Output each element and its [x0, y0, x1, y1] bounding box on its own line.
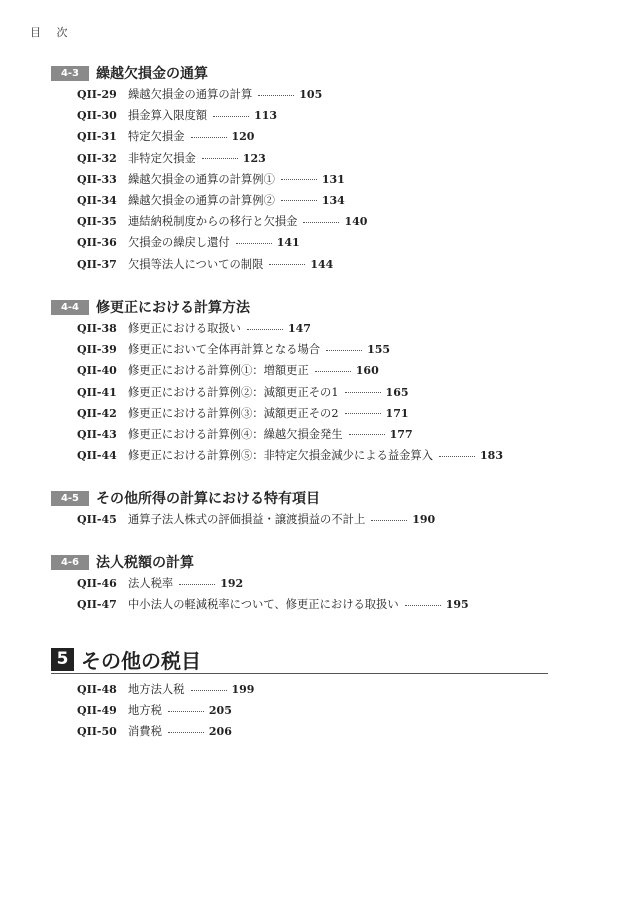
dot-leader [439, 456, 475, 457]
entry-code: QII-48 [77, 683, 117, 696]
section-4-5 [0, 487, 629, 530]
dot-leader [202, 158, 238, 159]
section-4-4 [0, 296, 629, 466]
entry-title: 修更正における計算例⑤：非特定欠損金減少による益金算入 [128, 449, 434, 463]
section-number-badge: 4-3 [51, 66, 89, 81]
toc-entry[interactable] [0, 148, 629, 169]
entry-code: QII-29 [77, 88, 117, 101]
dot-leader [405, 605, 441, 606]
dot-leader [191, 137, 227, 138]
entry-page: 144 [310, 257, 334, 271]
entry-title: 連結納税制度からの移行と欠損金 [128, 215, 298, 229]
section-heading [0, 487, 629, 509]
toc-entry[interactable] [0, 126, 629, 147]
entry-page: 155 [367, 343, 391, 357]
toc-entry[interactable] [0, 403, 629, 424]
entry-code: QII-33 [77, 172, 117, 186]
entry-page: 195 [445, 598, 469, 612]
dot-leader [168, 732, 204, 733]
dot-leader [281, 200, 317, 201]
entry-code: QII-35 [77, 215, 117, 229]
entry-page: 177 [389, 427, 413, 441]
entry-title: 繰越欠損金の通算の計算 [128, 88, 253, 101]
entry-title: 中小法人の軽減税率について、修更正における取扱い [128, 598, 399, 612]
entry-page: 134 [321, 193, 345, 207]
entry-title: 地方税 [128, 704, 162, 718]
entry-list [0, 573, 629, 615]
chapter-number-badge: 5 [51, 648, 74, 671]
entry-code: QII-32 [77, 151, 117, 165]
section-4-6 [0, 551, 629, 615]
entry-title: 消費税 [128, 725, 162, 739]
entry-code: QII-46 [77, 577, 117, 590]
dot-leader [258, 95, 294, 96]
entry-page: 190 [412, 513, 436, 526]
dot-leader [349, 434, 385, 435]
dot-leader [168, 711, 204, 712]
entry-page: 120 [231, 130, 255, 144]
section-number-badge: 4-5 [51, 491, 89, 506]
chapter-rule [51, 673, 548, 674]
entry-title: 修更正における計算例③：減額更正その2 [128, 406, 339, 420]
toc-entry[interactable] [0, 211, 629, 232]
entry-code: QII-47 [77, 598, 117, 612]
toc-entry[interactable] [0, 721, 629, 742]
section-title: 繰越欠損金の通算 [96, 66, 208, 82]
toc-entry[interactable] [0, 169, 629, 190]
dot-leader [191, 690, 227, 691]
entry-code: QII-37 [77, 257, 117, 271]
toc-entry[interactable] [0, 84, 629, 105]
chapter-title: その他の税目 [81, 649, 201, 673]
dot-leader [179, 584, 215, 585]
entry-title: 損金算入限度額 [128, 109, 208, 123]
entry-code: QII-43 [77, 427, 117, 441]
entry-code: QII-41 [77, 385, 117, 399]
entry-list [0, 679, 629, 743]
entry-title: 繰越欠損金の通算の計算例① [128, 172, 275, 186]
entry-page: 165 [385, 385, 409, 399]
toc-entry[interactable] [0, 509, 629, 530]
entry-code: QII-49 [77, 704, 117, 718]
entry-code: QII-40 [77, 364, 117, 378]
section-heading [0, 296, 629, 318]
toc-entry[interactable] [0, 573, 629, 594]
entry-code: QII-36 [77, 236, 117, 250]
toc-entry[interactable] [0, 424, 629, 445]
toc-entry[interactable] [0, 190, 629, 211]
dot-leader [371, 520, 407, 521]
section-title: 法人税額の計算 [96, 555, 194, 571]
entry-page: 113 [254, 109, 278, 123]
entry-code: QII-50 [77, 725, 117, 739]
entry-code: QII-31 [77, 130, 117, 144]
entry-code: QII-38 [77, 322, 117, 335]
entry-code: QII-39 [77, 343, 117, 357]
dot-leader [213, 116, 249, 117]
entry-page: 140 [344, 215, 368, 229]
entry-title: 法人税率 [128, 577, 174, 590]
entry-code: QII-44 [77, 449, 117, 463]
entry-code: QII-34 [77, 193, 117, 207]
dot-leader [236, 243, 272, 244]
dot-leader [326, 350, 362, 351]
entry-code: QII-42 [77, 406, 117, 420]
entry-title: 地方法人税 [128, 683, 185, 696]
toc-entry[interactable] [0, 360, 629, 381]
dot-leader [281, 179, 317, 180]
toc-entry[interactable] [0, 700, 629, 721]
toc-entry[interactable] [0, 318, 629, 339]
dot-leader [315, 371, 351, 372]
toc-entry[interactable] [0, 679, 629, 700]
section-title: その他所得の計算における特有項目 [96, 491, 320, 507]
entry-page: 192 [220, 577, 244, 590]
entry-title: 修更正における計算例②：減額更正その1 [128, 385, 339, 399]
entry-page: 205 [208, 704, 232, 718]
entry-page: 131 [321, 172, 345, 186]
entry-title: 修更正における取扱い [128, 322, 241, 335]
entry-code: QII-30 [77, 109, 117, 123]
entry-page: 199 [231, 683, 255, 696]
chapter-5-entries [0, 679, 629, 743]
dot-leader [247, 329, 283, 330]
entry-page: 183 [480, 449, 503, 463]
section-number-badge: 4-6 [51, 555, 89, 570]
section-heading [0, 551, 629, 573]
entry-title: 非特定欠損金 [128, 151, 196, 165]
toc-entry[interactable] [0, 254, 629, 275]
section-title: 修更正における計算方法 [96, 300, 250, 316]
entry-page: 171 [385, 406, 409, 420]
toc-entry[interactable] [0, 594, 629, 615]
section-heading [0, 62, 629, 84]
dot-leader [345, 392, 381, 393]
toc-entry[interactable] [0, 105, 629, 126]
entry-page: 147 [287, 322, 311, 335]
section-4-3 [0, 62, 629, 275]
entry-page: 141 [276, 236, 300, 250]
entry-title: 欠損等法人についての制限 [128, 257, 264, 271]
chapter-heading [0, 646, 629, 676]
entry-page: 206 [208, 725, 232, 739]
entry-list [0, 84, 629, 275]
toc-entry[interactable] [0, 339, 629, 360]
toc-entry[interactable] [0, 445, 629, 466]
entry-title: 繰越欠損金の通算の計算例② [128, 193, 275, 207]
entry-list [0, 318, 629, 466]
entry-title: 修更正において全体再計算となる場合 [128, 343, 321, 357]
entry-title: 欠損金の繰戻し還付 [128, 236, 230, 250]
entry-list [0, 509, 629, 530]
dot-leader [269, 264, 305, 265]
entry-title: 特定欠損金 [128, 130, 185, 144]
entry-page: 160 [355, 364, 379, 378]
entry-code: QII-45 [77, 513, 117, 526]
toc-entry[interactable] [0, 232, 629, 253]
dot-leader [345, 413, 381, 414]
dot-leader [303, 222, 339, 223]
entry-page: 123 [242, 151, 266, 165]
entry-title: 通算子法人株式の評価損益・譲渡損益の不計上 [128, 513, 366, 526]
section-number-badge: 4-4 [51, 300, 89, 315]
toc-entry[interactable] [0, 382, 629, 403]
entry-page: 105 [299, 88, 323, 101]
entry-title: 修更正における計算例④：繰越欠損金発生 [128, 427, 343, 441]
entry-title: 修更正における計算例①：増額更正 [128, 364, 309, 378]
running-head: 目 次 [30, 26, 74, 39]
